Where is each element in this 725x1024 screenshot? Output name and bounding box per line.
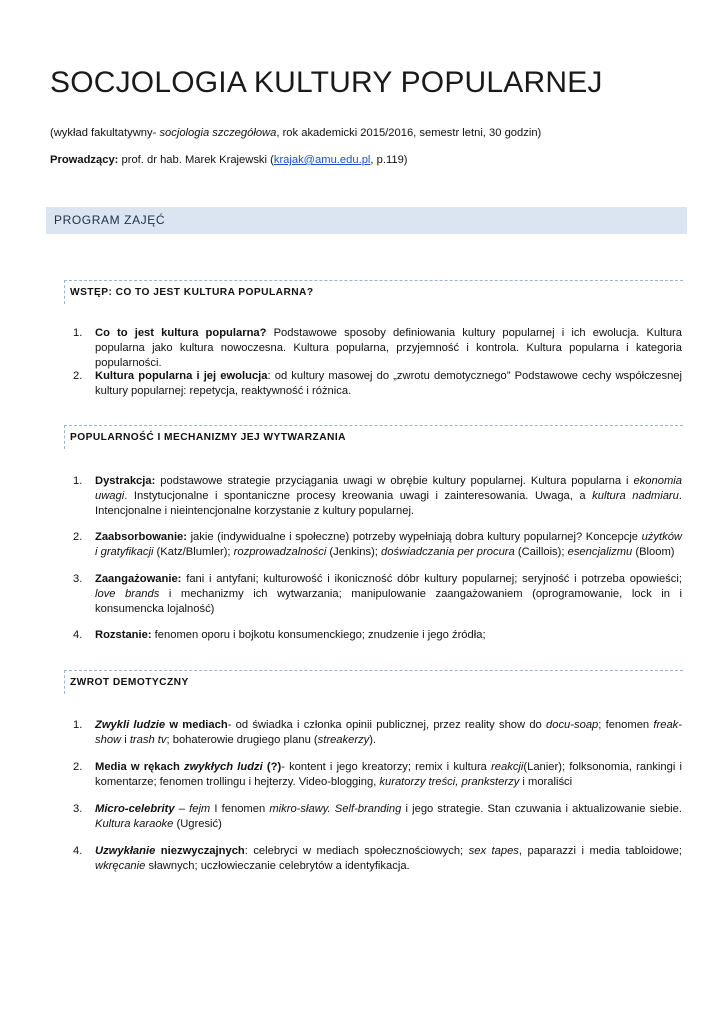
lecturer-label: Prowadzący: xyxy=(50,154,119,166)
section-heading-demotic-turn: ZWROT DEMOTYCZNY xyxy=(64,670,683,694)
section-heading-popularity: POPULARNOŚĆ I MECHANIZMY JEJ WYTWARZANIA xyxy=(64,425,683,449)
list-item: 1. Zwykli ludzie w mediach- od świadka i członka opinii publicznej, przez reality show do docu-soap; fenomen freak-show i trash tv; bohaterowie drugiego planu (streakerzy). xyxy=(73,719,682,746)
list-item: 2. Zaabsorbowanie: jakie (indywidualne i społeczne) potrzeby wypełniają dobra kultury popularnej? Koncepcje użytków i gratyfikacji (Katz/Blumler); rozprowadzalności (Jenkins); doświadczania per procura (Caillois); esencjalizmu (Bloom) xyxy=(73,531,682,558)
course-info: (wykład fakultatywny- socjologia szczegółowa, rok akademicki 2015/2016, semestr letni, 30 godzin) xyxy=(50,127,542,139)
list-item: 1. Dystrakcja: podstawowe strategie przyciągania uwagi w obrębie kultury popularnej. Kultura popularna i ekonomia uwagi. Instytucjonalne i spontaniczne procesy kreowania uwagi i zainteresowania. Uwaga, a kultura nadmiaru. Intencjonalne i nieintencjonalne korzystanie z kultury popularnej. xyxy=(73,475,682,517)
lecturer-info: Prowadzący: prof. dr hab. Marek Krajewski (krajak@amu.edu.pl, p.119) xyxy=(50,154,408,166)
program-heading: PROGRAM ZAJĘĆ xyxy=(46,207,687,234)
list-item: 4. Rozstanie: fenomen oporu i bojkotu konsumenckiego; znudzenie i jego źródła; xyxy=(73,629,486,641)
lecturer-email-link[interactable]: krajak@amu.edu.pl xyxy=(273,154,371,166)
page-title: SOCJOLOGIA KULTURY POPULARNEJ xyxy=(50,66,603,99)
list-item: 1. Co to jest kultura popularna? Podstawowe sposoby definiowania kultury popularnej i ich ewolucja. Kultura popularna jako kultura nowoczesna. Kultura popularna, przyjemność i kontrola. Kultura popularna i kategoria popularności. xyxy=(73,327,682,369)
list-item: 2. Media w rękach zwykłych ludzi (?)- kontent i jego kreatorzy; remix i kultura reakcji(Lanier); folksonomia, rankingi i komentarze; fenomen trollingu i hejterzy. Video-blogging, kuratorzy treści, pranksterzy i moraliści xyxy=(73,761,682,788)
list-item: 2. Kultura popularna i jej ewolucja: od kultury masowej do „zwrotu demotycznego” Podstawowe cechy współczesnej kultury popularnej: repetycja, reaktywność i różnica. xyxy=(73,370,682,397)
list-item: 4. Uzwykłanie niezwyczajnych: celebryci w mediach społecznościowych; sex tapes, paparazzi i media tabloidowe; wkręcanie sławnych; uczłowieczanie celebrytów a identyfikacja. xyxy=(73,845,682,872)
list-item: 3. Micro-celebrity – fejm I fenomen mikro-sławy. Self-branding i jego strategie. Stan czuwania i aktualizowanie siebie. Kultura karaoke (Ugresić) xyxy=(73,803,682,830)
list-item: 3. Zaangażowanie: fani i antyfani; kulturowość i ikoniczność dóbr kultury popularnej; seryjność i potrzeba opowieści; love brands i mechanizmy ich wytwarzania; manipulowanie zaangażowaniem (oprogramowanie, lock in i konsumencka lojalność) xyxy=(73,573,683,615)
section-heading-intro: WSTĘP: CO TO JEST KULTURA POPULARNA? xyxy=(64,280,683,304)
